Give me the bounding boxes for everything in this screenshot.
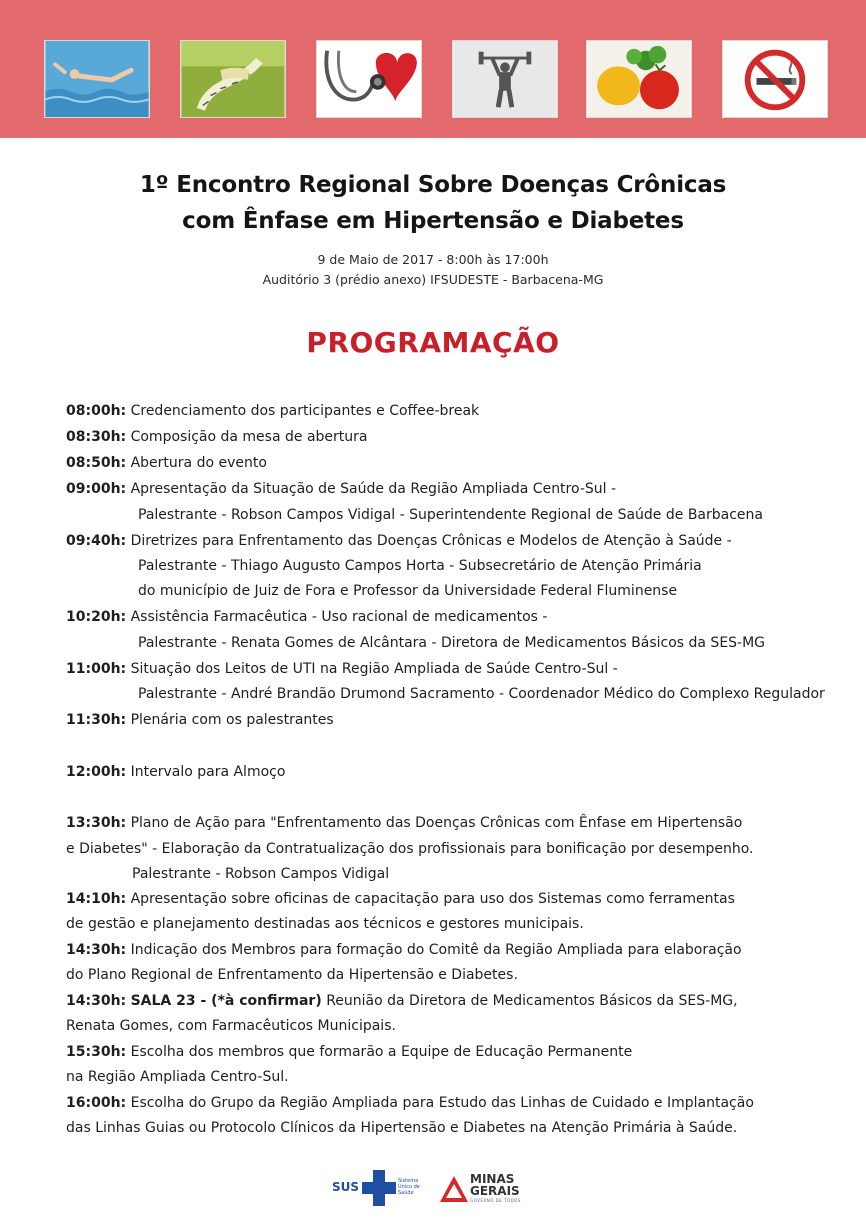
- sus-logo: [332, 1170, 424, 1206]
- program-continuation: Renata Gomes, com Farmacêuticos Municipais.: [66, 1018, 396, 1034]
- program-continuation: e Diabetes" - Elaboração da Contratualização dos profissionais para bonificação por desempenho.: [66, 841, 754, 857]
- program-text: Credenciamento dos participantes e Coffee-break: [130, 403, 480, 419]
- program-continuation: do Plano Regional de Enfrentamento da Hipertensão e Diabetes.: [66, 967, 518, 983]
- program-continuation: de gestão e planejamento destinadas aos técnicos e gestores municipais.: [66, 916, 584, 932]
- program-text: Escolha do Grupo da Região Ampliada para Estudo das Linhas de Cuidado e Implantação: [130, 1095, 754, 1111]
- program-continuation: das Linhas Guias ou Protocolo Clínicos da Hipertensão e Diabetes na Atenção Primária à Saúde.: [66, 1120, 738, 1136]
- no-smoking-icon: [722, 40, 828, 118]
- program-item: [66, 428, 367, 446]
- program-text: Apresentação da Situação de Saúde da Região Ampliada Centro-Sul -: [130, 481, 617, 497]
- minas-logo-line-1: MINAS: [470, 1172, 515, 1186]
- event-title-line-2: com Ênfase em Hipertensão e Diabetes: [182, 208, 684, 234]
- program-continuation: Palestrante - André Brandão Drumond Sacramento - Coordenador Médico do Complexo Regulador: [138, 686, 825, 702]
- program-item: [66, 763, 285, 781]
- room-notice: SALA 23 - (*à confirmar): [130, 993, 322, 1009]
- program-item: [66, 711, 334, 729]
- program-item: [66, 532, 732, 550]
- program-time: 14:30h:: [66, 993, 127, 1009]
- program-continuation: Palestrante - Robson Campos Vidigal: [132, 866, 390, 882]
- program-text: Diretrizes para Enfrentamento das Doenças Crônicas e Modelos de Atenção à Saúde -: [130, 533, 732, 549]
- program-item: [66, 890, 735, 908]
- sus-logo-caption: Sistema Único de Saúde: [398, 1178, 420, 1196]
- program-text: Escolha dos membros que formarão a Equipe de Educação Permanente: [130, 1044, 633, 1060]
- program-text: Situação dos Leitos de UTI na Região Ampliada de Saúde Centro-Sul -: [130, 661, 618, 677]
- program-time: 15:30h:: [66, 1044, 127, 1060]
- program-text: Plano de Ação para "Enfrentamento das Doenças Crônicas com Ênfase em Hipertensão: [130, 815, 743, 831]
- program-item: [66, 660, 618, 678]
- minas-logo-caption: GOVERNO DE TODOS: [470, 1198, 521, 1203]
- weightlifter-icon: [452, 40, 558, 118]
- program-continuation: na Região Ampliada Centro-Sul.: [66, 1069, 289, 1085]
- program-text: Apresentação sobre oficinas de capacitação para uso dos Sistemas como ferramentas: [130, 891, 735, 907]
- program-time: 09:00h:: [66, 481, 127, 497]
- program-time: 11:30h:: [66, 712, 127, 728]
- stethoscope-heart-icon: [316, 40, 422, 118]
- program-time: 08:30h:: [66, 429, 127, 445]
- measuring-tape-icon: [180, 40, 286, 118]
- program-heading: PROGRAMAÇÃO: [306, 326, 560, 359]
- program-time: 16:00h:: [66, 1095, 127, 1111]
- program-time: 10:20h:: [66, 609, 127, 625]
- program-text: Intervalo para Almoço: [130, 764, 286, 780]
- program-time: 08:00h:: [66, 403, 127, 419]
- program-item: [66, 814, 742, 832]
- program-item: [66, 608, 547, 626]
- minas-logo-line-2: GERAIS: [470, 1184, 520, 1198]
- program-time: 14:10h:: [66, 891, 127, 907]
- minas-logo-text: [470, 1173, 520, 1197]
- program-item: [66, 480, 616, 498]
- program-item: [66, 1094, 754, 1112]
- program-item: [66, 992, 738, 1010]
- swimmer-icon: [44, 40, 150, 118]
- program-text: Indicação dos Membros para formação do Comitê da Região Ampliada para elaboração: [130, 942, 742, 958]
- program-continuation: Palestrante - Renata Gomes de Alcântara - Diretora de Medicamentos Básicos da SES-MG: [138, 635, 766, 651]
- program-continuation: Palestrante - Thiago Augusto Campos Horta - Subsecretário de Atenção Primária: [138, 558, 702, 574]
- header-banner: [0, 0, 866, 138]
- sus-cross-icon: [362, 1170, 396, 1206]
- minas-triangle-icon: [440, 1176, 468, 1202]
- event-venue: Auditório 3 (prédio anexo) IFSUDESTE - Barbacena-MG: [262, 272, 604, 287]
- minas-gerais-logo: [440, 1170, 530, 1206]
- event-title-line-1: 1º Encontro Regional Sobre Doenças Crônicas: [139, 172, 727, 198]
- program-text: Assistência Farmacêutica - Uso racional de medicamentos -: [130, 609, 548, 625]
- program-continuation: Palestrante - Robson Campos Vidigal - Superintendente Regional de Saúde de Barbacena: [138, 507, 763, 523]
- program-item: [66, 454, 267, 472]
- program-time: 08:50h:: [66, 455, 127, 471]
- program-item: [66, 402, 479, 420]
- program-time: 14:30h:: [66, 942, 127, 958]
- program-continuation: do município de Juiz de Fora e Professor da Universidade Federal Fluminense: [138, 583, 678, 599]
- event-date: 9 de Maio de 2017 - 8:00h às 17:00h: [317, 252, 549, 267]
- program-text: Composição da mesa de abertura: [130, 429, 368, 445]
- program-text: Reunião da Diretora de Medicamentos Básicos da SES-MG,: [326, 993, 738, 1009]
- program-time: 11:00h:: [66, 661, 127, 677]
- program-item: [66, 941, 742, 959]
- program-time: 13:30h:: [66, 815, 127, 831]
- program-text: Plenária com os palestrantes: [130, 712, 334, 728]
- program-item: [66, 1043, 632, 1061]
- program-time: 12:00h:: [66, 764, 127, 780]
- sus-logo-text: SUS: [332, 1180, 360, 1194]
- program-time: 09:40h:: [66, 533, 127, 549]
- vegetables-icon: [586, 40, 692, 118]
- program-text: Abertura do evento: [130, 455, 267, 471]
